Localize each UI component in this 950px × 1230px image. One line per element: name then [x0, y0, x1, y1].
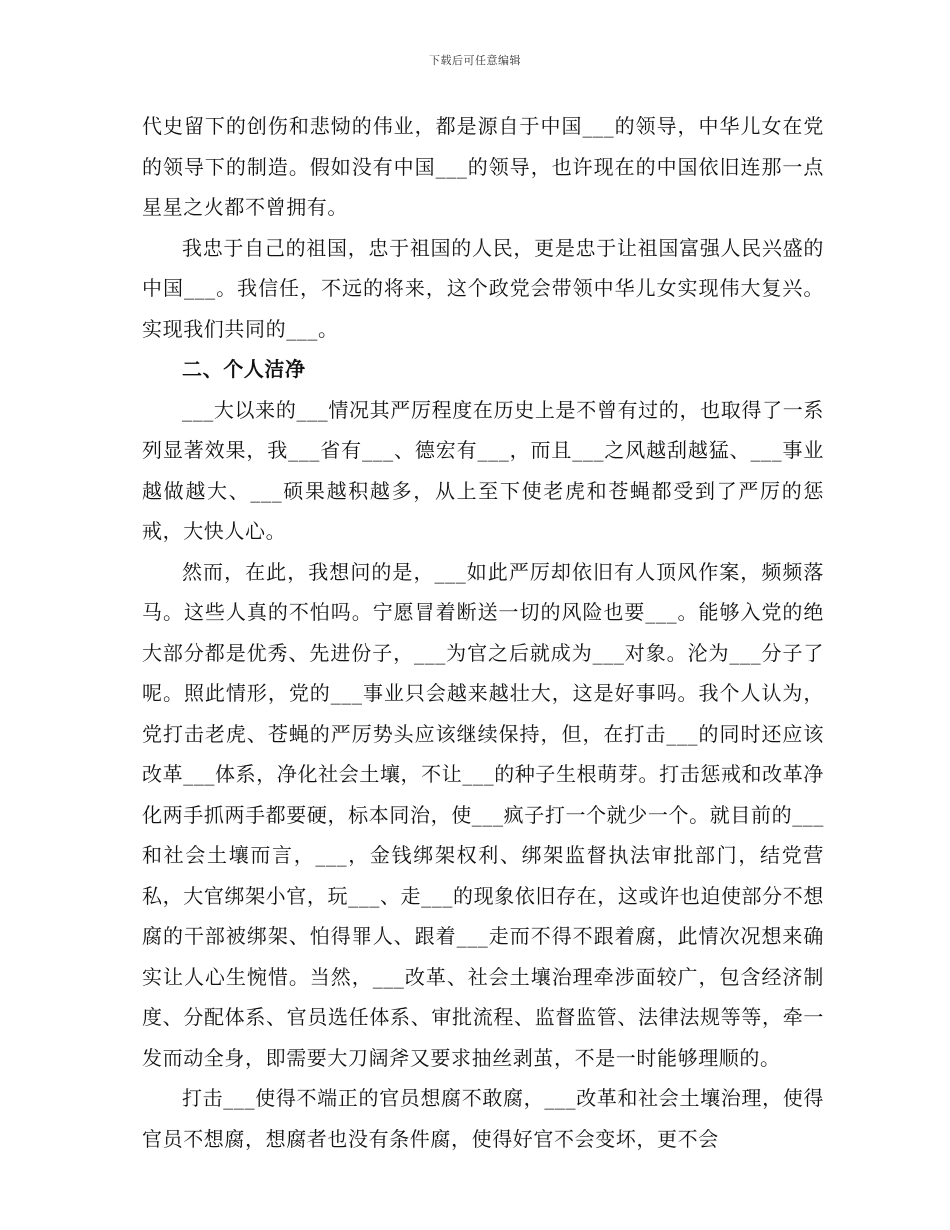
paragraph-1: 代史留下的创伤和悲恸的伟业，都是源自于中国___的领导，中华儿女在党的领导下的制造。假如没有中国___的领导，也许现在的中国依旧连那一点星星之火都不曾拥有。: [142, 114, 824, 219]
section-heading: 二、个人洁净: [182, 357, 306, 381]
paragraph-5: 打击___使得不端正的官员想腐不敢腐，___改革和社会土壤治理，使得官员不想腐，想腐者也没有条件腐，使得好官不会变坏，更不会: [142, 1086, 824, 1151]
paragraph-4: 然而，在此，我想问的是，___如此严厉却依旧有人顶风作案，频频落马。这些人真的不怕吗。宁愿冒着断送一切的风险也要___。能够入党的绝大部分都是优秀、先进份子，___为官之后就成为___对象。沦为___分子了呢。照此情形，党的___事业只会越来越壮大，这是好事吗。我个人认为，党打击老虎、苍蝇的严厉势头应该继续保持，但，在打击___的同时还应该改革___体系，净化社会土壤，不让___的种子生根萌芽。打击惩戒和改革净化两手抓两手都要硬，标本同治，使___疯子打一个就少一个。就目前的___和社会土壤而言，___，金钱绑架权利、绑架监督执法审批部门，结党营私，大官绑架小官，玩___、走___的现象依旧存在，这或许也迫使部分不想腐的干部被绑架、怕得罪人、跟着___走而不得不跟着腐，此情次况想来确实让人心生惋惜。当然，___改革、社会土壤治理牵涉面较广，包含经济制度、分配体系、官员选任体系、审批流程、监督监管、法律法规等等，牵一发而动全身，即需要大刀阔斧又要求抽丝剥茧，不是一时能够理顺的。: [142, 559, 824, 1070]
page-header: 下载后可任意编辑: [429, 54, 521, 67]
document-body: [142, 106, 824, 1159]
paragraph-2: 我忠于自己的祖国，忠于祖国的人民，更是忠于让祖国富强人民兴盛的中国___。我信任，不远的将来，这个政党会带领中华儿女实现伟大复兴。实现我们共同的___。: [142, 235, 824, 341]
paragraph-3: ___大以来的___情况其严厉程度在历史上是不曾有过的，也取得了一系列显著效果，我___省有___、德宏有___，而且___之风越刮越猛、___事业越做越大、___硕果越积越多，从上至下使老虎和苍蝇都受到了严厉的惩戒，大快人心。: [142, 397, 824, 543]
